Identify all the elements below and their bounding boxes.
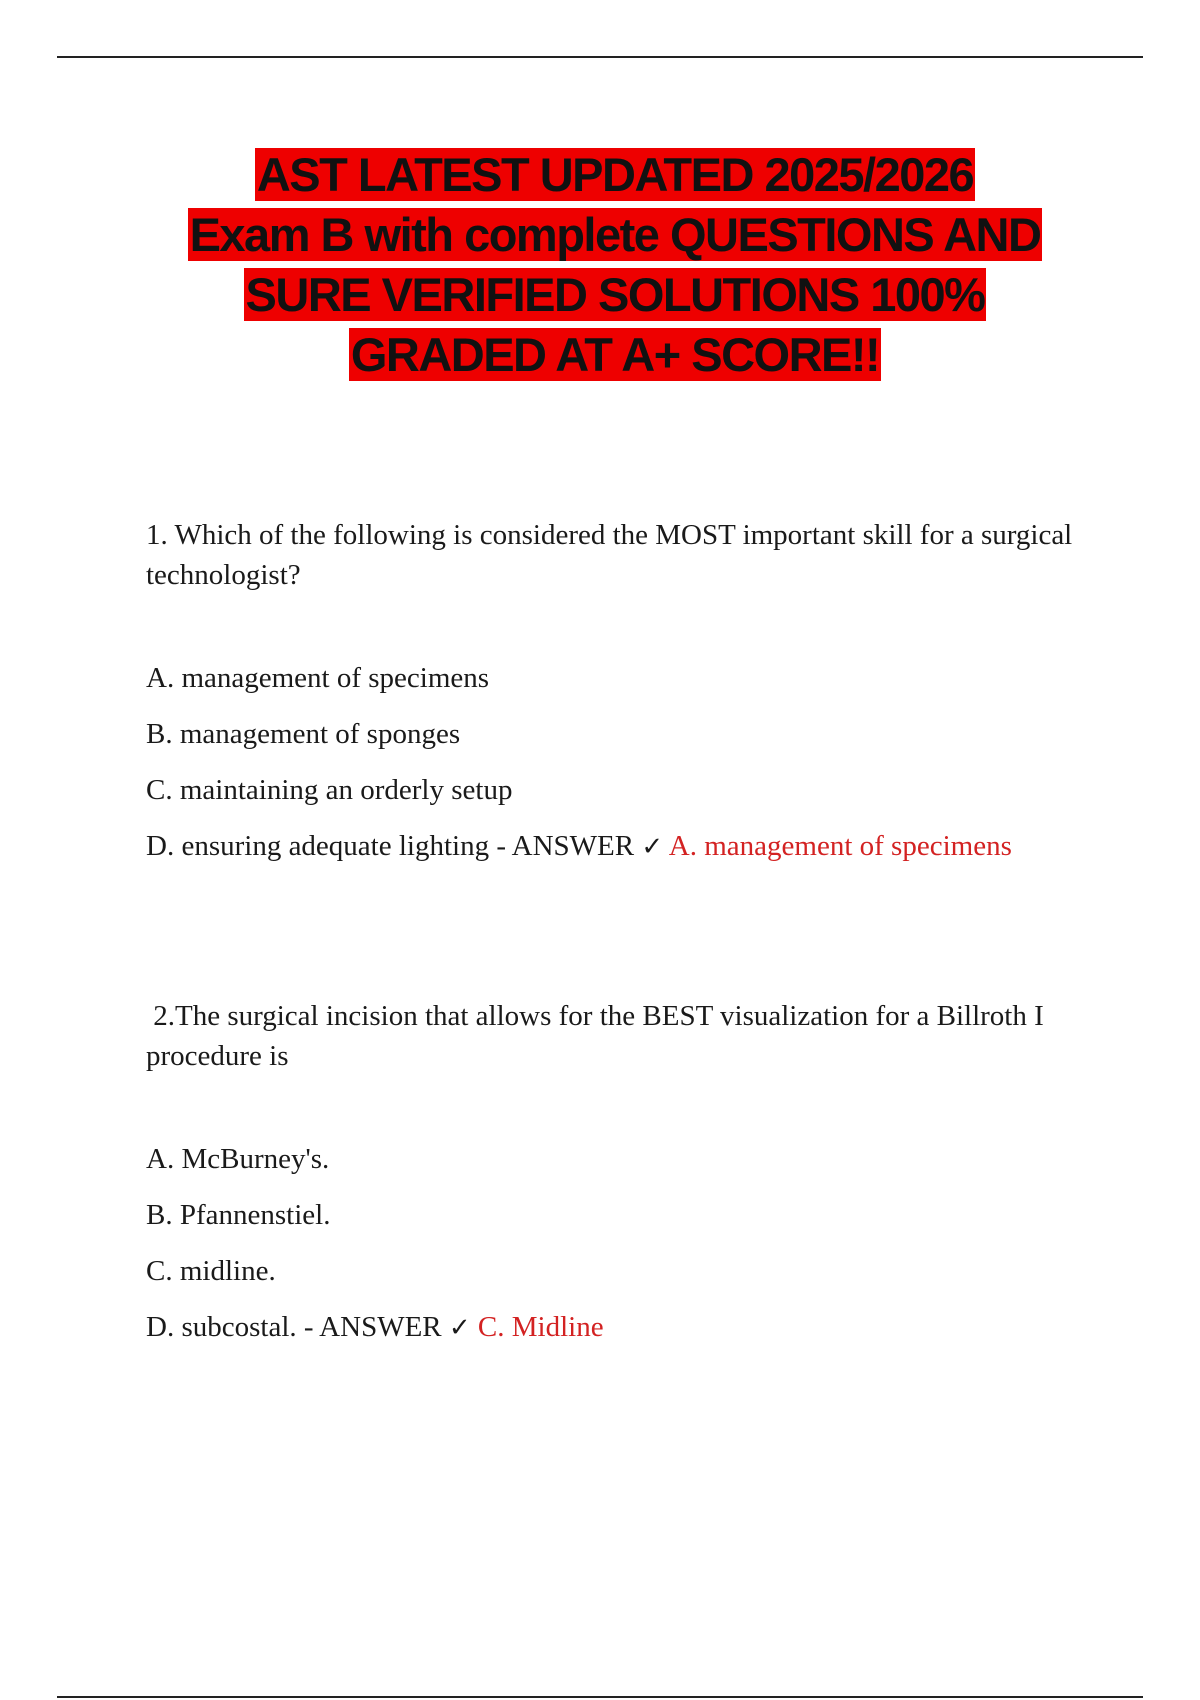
question-1-option-d-text: D. ensuring adequate lighting - ANSWER (146, 830, 635, 862)
question-1-option-a: A. management of specimens (146, 662, 490, 694)
title-line-3: SURE VERIFIED SOLUTIONS 100% (245, 268, 985, 321)
title-line-4: GRADED AT A+ SCORE!! (350, 328, 880, 381)
question-1-answer: A. management of specimens (668, 830, 1012, 862)
question-2-option-a: A. McBurney's. (146, 1143, 330, 1175)
question-2-option-d (146, 1307, 1086, 1348)
question-1-option-c: C. maintaining an orderly setup (146, 774, 513, 806)
title-line-1: AST LATEST UPDATED 2025/2026 (256, 148, 974, 201)
question-2 (146, 996, 1086, 1364)
question-2-text (146, 996, 1086, 1076)
question-1-options (146, 658, 1086, 867)
question-2-option-b: B. Pfannenstiel. (146, 1199, 331, 1231)
check-icon: ✓ (641, 832, 664, 862)
question-1 (146, 515, 1086, 883)
title-line-2: Exam B with complete QUESTIONS AND (189, 208, 1041, 261)
bottom-rule (57, 1696, 1143, 1698)
top-rule (57, 56, 1143, 58)
question-1-option-d (146, 826, 1086, 867)
question-1-option-b: B. management of sponges (146, 718, 461, 750)
check-icon: ✓ (448, 1313, 471, 1343)
question-2-options (146, 1139, 1086, 1348)
question-2-option-d-text: D. subcostal. - ANSWER (146, 1311, 442, 1343)
question-2-text-content: 2.The surgical incision that allows for the BEST visualization for a Billroth I procedure is (146, 1000, 1044, 1072)
question-2-answer: C. Midline (477, 1311, 604, 1343)
question-2-option-c: C. midline. (146, 1255, 276, 1287)
document-title (90, 145, 1140, 385)
question-1-text: 1. Which of the following is considered the MOST important skill for a surgical technologist? (146, 519, 1073, 591)
